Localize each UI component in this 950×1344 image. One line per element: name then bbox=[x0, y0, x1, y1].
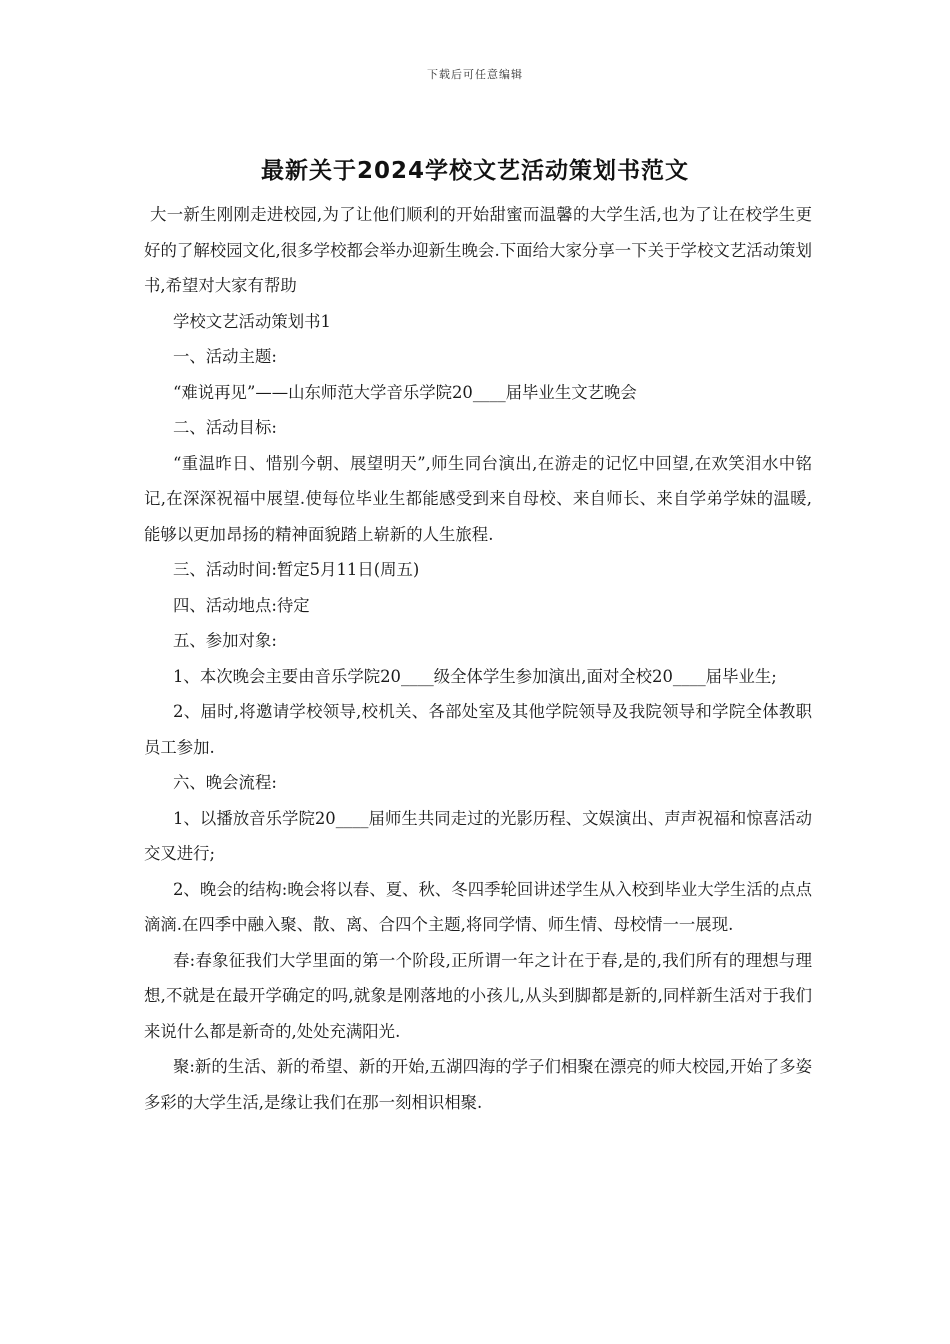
participants-item-1: 1、本次晚会主要由音乐学院20____级全体学生参加演出,面对全校20____届毕业生; bbox=[173, 666, 777, 686]
flow-item-2: 2、晚会的结构:晚会将以春、夏、秋、冬四季轮回讲述学生从入校到毕业大学生活的点点滴滴.在四季中融入聚、散、离、合四个主题,将同学情、师生情、母校情一一展现. bbox=[144, 879, 812, 934]
header-note: 下载后可任意编辑 bbox=[427, 68, 523, 81]
activity-time: 三、活动时间:暂定5月11日(周五) bbox=[173, 560, 420, 579]
document-body bbox=[144, 197, 812, 1120]
intro-paragraph: 大一新生刚刚走进校园,为了让他们顺利的开始甜蜜而温馨的大学生活,也为了让在校学生更好的了解校园文化,很多学校都会举办迎新生晚会.下面给大家分享一下关于学校文艺活动策划书,希望对大家有帮助 bbox=[144, 205, 812, 295]
spring-paragraph: 春:春象征我们大学里面的第一个阶段,正所谓一年之计在于春,是的,我们所有的理想与理想,不就是在最开学确定的吗,就象是刚落地的小孩儿,从头到脚都是新的,同样新生活对于我们来说什么都是新奇的,处处充满阳光. bbox=[144, 950, 812, 1041]
gather-paragraph: 聚:新的生活、新的希望、新的开始,五湖四海的学子们相聚在漂亮的师大校园,开始了多姿多彩的大学生活,是缘让我们在那一刻相识相聚. bbox=[144, 1057, 812, 1112]
activity-location: 四、活动地点:待定 bbox=[173, 595, 310, 615]
participants-item-2: 2、届时,将邀请学校领导,校机关、各部处室及其他学院领导及我院领导和学院全体教职员工参加. bbox=[144, 702, 812, 757]
section-heading-flow: 六、晚会流程: bbox=[173, 773, 277, 792]
section-heading-plan-1: 学校文艺活动策划书1 bbox=[173, 311, 331, 331]
document-title: 最新关于2024学校文艺活动策划书范文 bbox=[260, 158, 689, 184]
goal-paragraph: “重温昨日、惜别今朝、展望明天”,师生同台演出,在游走的记忆中回望,在欢笑泪水中铭记,在深深祝福中展望.使每位毕业生都能感受到来自母校、来自师长、来自学弟学妹的温暖,能够以更加昂扬的精神面貌踏上崭新的人生旅程. bbox=[144, 453, 812, 544]
flow-item-1: 1、以播放音乐学院20____届师生共同走过的光影历程、文娱演出、声声祝福和惊喜活动交叉进行; bbox=[144, 808, 812, 863]
section-heading-participants: 五、参加对象: bbox=[173, 631, 277, 650]
theme-text: “难说再见”——山东师范大学音乐学院20____届毕业生文艺晚会 bbox=[173, 382, 637, 402]
section-heading-theme: 一、活动主题: bbox=[173, 347, 277, 366]
section-heading-goal: 二、活动目标: bbox=[173, 418, 277, 437]
